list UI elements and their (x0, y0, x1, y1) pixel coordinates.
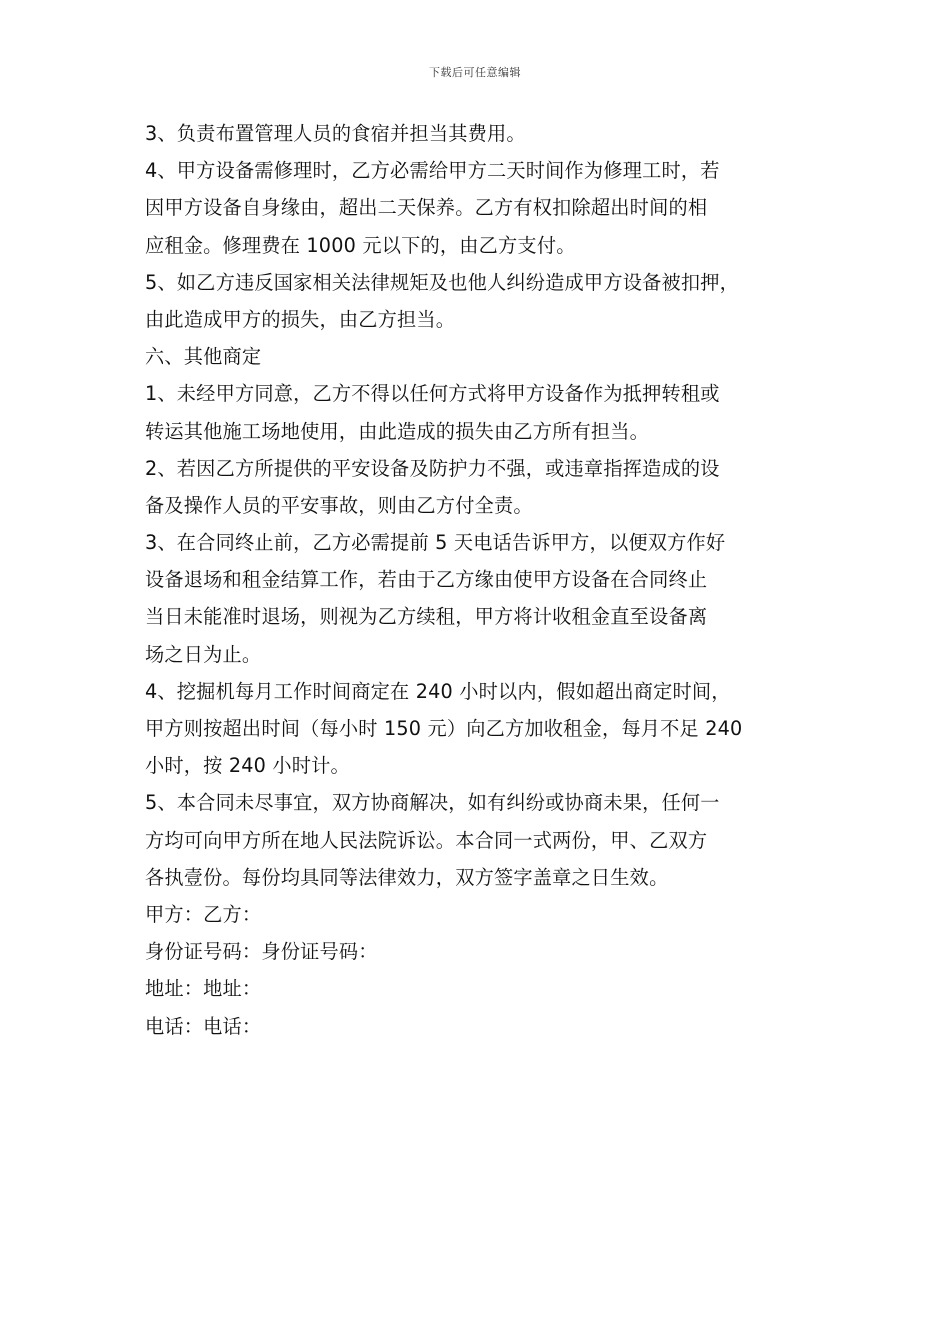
other-clause-2-line-2: 备及操作人员的平安事故，则由乙方付全责。 (145, 493, 533, 517)
other-clause-3-line-1: 3、在合同终止前，乙方必需提前 5 天电话告诉甲方，以便双方作好 (145, 531, 726, 555)
other-clause-5-line-3: 各执壹份。每份均具同等法律效力，双方签字盖章之日生效。 (145, 865, 669, 889)
section-heading-other-terms: 六、其他商定 (145, 345, 262, 369)
clause-5-seizure-line-1: 5、如乙方违反国家相关法律规矩及也他人纠纷造成甲方设备被扣押， (145, 270, 740, 294)
other-clause-3-line-4: 场之日为止。 (145, 642, 262, 666)
clause-4-repair-line-3: 应租金。修理费在 1000 元以下的，由乙方支付。 (145, 233, 576, 257)
other-clause-3-line-2: 设备退场和租金结算工作，若由于乙方缘由使甲方设备在合同终止 (145, 568, 708, 592)
other-clause-5-line-2: 方均可向甲方所在地人民法院诉讼。本合同一式两份，甲、乙双方 (145, 828, 708, 852)
clause-4-repair-line-1: 4、甲方设备需修理时，乙方必需给甲方二天时间作为修理工时，若 (145, 159, 720, 183)
signature-party-labels: 甲方：乙方： (145, 902, 262, 926)
signature-phone-labels: 电话：电话： (145, 1014, 262, 1038)
clause-4-repair-line-2: 因甲方设备自身缘由，超出二天保养。乙方有权扣除超出时间的相 (145, 196, 708, 220)
other-clause-4-line-2: 甲方则按超出时间（每小时 150 元）向乙方加收租金，每月不足 240 (145, 717, 743, 740)
other-clause-1-line-1: 1、未经甲方同意，乙方不得以任何方式将甲方设备作为抵押转租或 (145, 382, 720, 406)
clause-3-accommodation: 3、负责布置管理人员的食宿并担当其费用。 (145, 122, 526, 145)
other-clause-3-line-3: 当日未能准时退场，则视为乙方续租，甲方将计收租金直至设备离 (145, 605, 708, 629)
page-header: 下载后可任意编辑 (429, 66, 521, 79)
other-clause-2-line-1: 2、若因乙方所提供的平安设备及防护力不强，或违章指挥造成的设 (145, 456, 720, 480)
signature-address-labels: 地址：地址： (145, 977, 262, 1001)
other-clause-5-line-1: 5、本合同未尽事宜，双方协商解决，如有纠纷或协商未果，任何一 (145, 791, 720, 815)
signature-id-number-labels: 身份证号码：身份证号码： (145, 940, 378, 964)
other-clause-4-line-3: 小时，按 240 小时计。 (145, 754, 350, 778)
other-clause-4-line-1: 4、挖掘机每月工作时间商定在 240 小时以内，假如超出商定时间， (145, 679, 731, 703)
other-clause-1-line-2: 转运其他施工场地使用，由此造成的损失由乙方所有担当。 (145, 419, 650, 443)
clause-5-seizure-line-2: 由此造成甲方的损失，由乙方担当。 (145, 307, 456, 331)
document-body (145, 115, 825, 1045)
